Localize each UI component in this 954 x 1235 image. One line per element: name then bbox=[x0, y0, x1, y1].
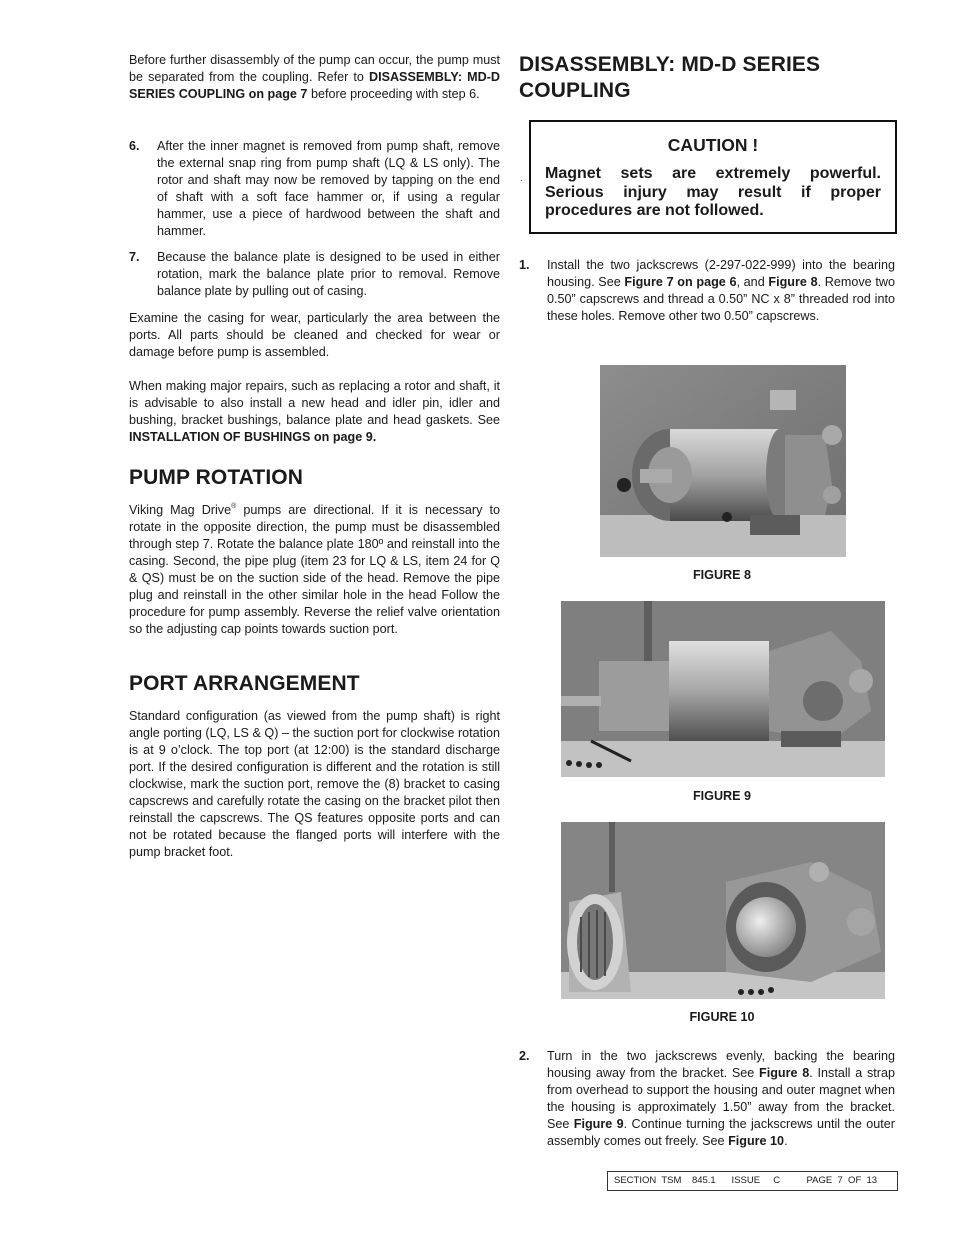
figure-10-photo bbox=[561, 822, 885, 999]
step-text: Because the balance plate is designed to be used in either rotation, mark the balance plate prior to removal. Remove balance plate by pulling out of casing. bbox=[157, 250, 500, 298]
figure-10-caption: FIGURE 10 bbox=[689, 1010, 755, 1024]
pump-separation-photo-icon bbox=[561, 601, 885, 777]
outer-assembly-removed-photo-icon bbox=[561, 822, 885, 999]
intro-reference: DISASSEMBLY: MD-D SERIES COUPLING on page 7 bbox=[129, 70, 500, 101]
step-text: After the inner magnet is removed from pump shaft, remove the external snap ring from pump shaft (LQ & LS only). The rotor and shaft may now be removed by tapping on the end of shaft with a soft face hammer or, if using a regular hammer, use a piece of hardwood between the shaft and hammer. bbox=[157, 139, 500, 238]
coupling-step-2: 2. Turn in the two jackscrews evenly, backing the bearing housing away from the bracket. See Figure 8. Install a strap from overhead to support the housing and outer magnet when the housing is approximately 1.50” away from the bracket. See Figure 9. Continue turning the jackscrews until the outer assembly comes out freely. See Figure 10. bbox=[519, 1049, 895, 1148]
caution-box bbox=[529, 120, 897, 234]
port-arrangement-heading: PORT ARRANGEMENT bbox=[129, 672, 360, 695]
coupling-step-1: 1. Install the two jackscrews (2-297-022-999) into the bearing housing. See Figure 7 on page 6, and Figure 8. Remove two 0.50” capscrews and thread a 0.50” NC x 8” threaded rod into these holes. Remove other two 0.50” capscrews. bbox=[519, 258, 895, 323]
step-number: 2. bbox=[519, 1049, 530, 1063]
step-6 bbox=[129, 138, 500, 240]
caution-title: CAUTION ! bbox=[667, 135, 759, 155]
step-number: 6. bbox=[129, 139, 140, 153]
stray-dot: . bbox=[520, 173, 523, 184]
repairs-reference: INSTALLATION OF BUSHINGS on page 9. bbox=[129, 430, 377, 444]
examine-paragraph: Examine the casing for wear, particularly the area between the ports. All parts should be cleaned and checked for wear or damage before pump is assembled. bbox=[129, 311, 500, 359]
figure-8-caption: FIGURE 8 bbox=[692, 568, 752, 582]
pump-rotation-heading: PUMP ROTATION bbox=[129, 466, 303, 489]
figure-9-caption: FIGURE 9 bbox=[692, 789, 752, 803]
pump-rotation-paragraph: Viking Mag Drive® pumps are directional. If it is necessary to rotate in the opposite direction, the pump must be disassembled through step 7. Rotate the balance plate 180º and reinstall into the casing. Second, the pipe plug (item 23 for LQ & LS, item 24 for Q & QS) must be on the suction side of the head. Remove the pipe plug and reinstall in the other similar hole in the head Follow the procedure for pump assembly. Reverse the relief valve orientation so the adjusting cap points towards suction port. bbox=[129, 503, 500, 636]
step-7 bbox=[129, 249, 500, 300]
repairs-paragraph: When making major repairs, such as replacing a rotor and shaft, it is advisable to also install a new head and idler pin, idler and bushing, bracket bushings, balance plate and head gaskets. See INSTALLATION OF BUSHINGS on page 9. bbox=[129, 379, 500, 444]
page-footer: SECTION TSM 845.1 ISSUE C PAGE 7 OF 13 bbox=[607, 1171, 898, 1191]
pump-housing-photo-icon bbox=[600, 365, 846, 557]
intro-paragraph: Before further disassembly of the pump can occur, the pump must be separated from the coupling. Refer to DISASSEMBLY: MD-D SERIES COUPLING on page 7 before proceeding with step 6. bbox=[129, 53, 500, 101]
step-number: 1. bbox=[519, 258, 530, 272]
port-arrangement-paragraph: Standard configuration (as viewed from the pump shaft) is right angle porting (LQ, LS & Q) – the suction port for clockwise rotation is at 9 o’clock. The top port (at 12:00) is the standard discharge port. If the desired configuration is different and the rotation is still clockwise, mark the suction port, remove the (8) bracket to casing capscrews and carefully rotate the casing on the bracket pilot then reinstall the capscrews. The QS features opposite ports and can not be rotated because the flanged ports will interfere with the pump bracket foot. bbox=[129, 709, 500, 859]
figure-9-photo bbox=[561, 601, 885, 777]
left-column bbox=[129, 52, 500, 861]
step-number: 7. bbox=[129, 250, 140, 264]
disassembly-heading: DISASSEMBLY: MD-D SERIES COUPLING bbox=[519, 53, 821, 102]
registered-mark: ® bbox=[231, 503, 237, 510]
caution-body: Magnet sets are extremely powerful. Serious injury may result if proper procedures are not followed. bbox=[545, 165, 881, 219]
figure-8-photo bbox=[600, 365, 846, 557]
